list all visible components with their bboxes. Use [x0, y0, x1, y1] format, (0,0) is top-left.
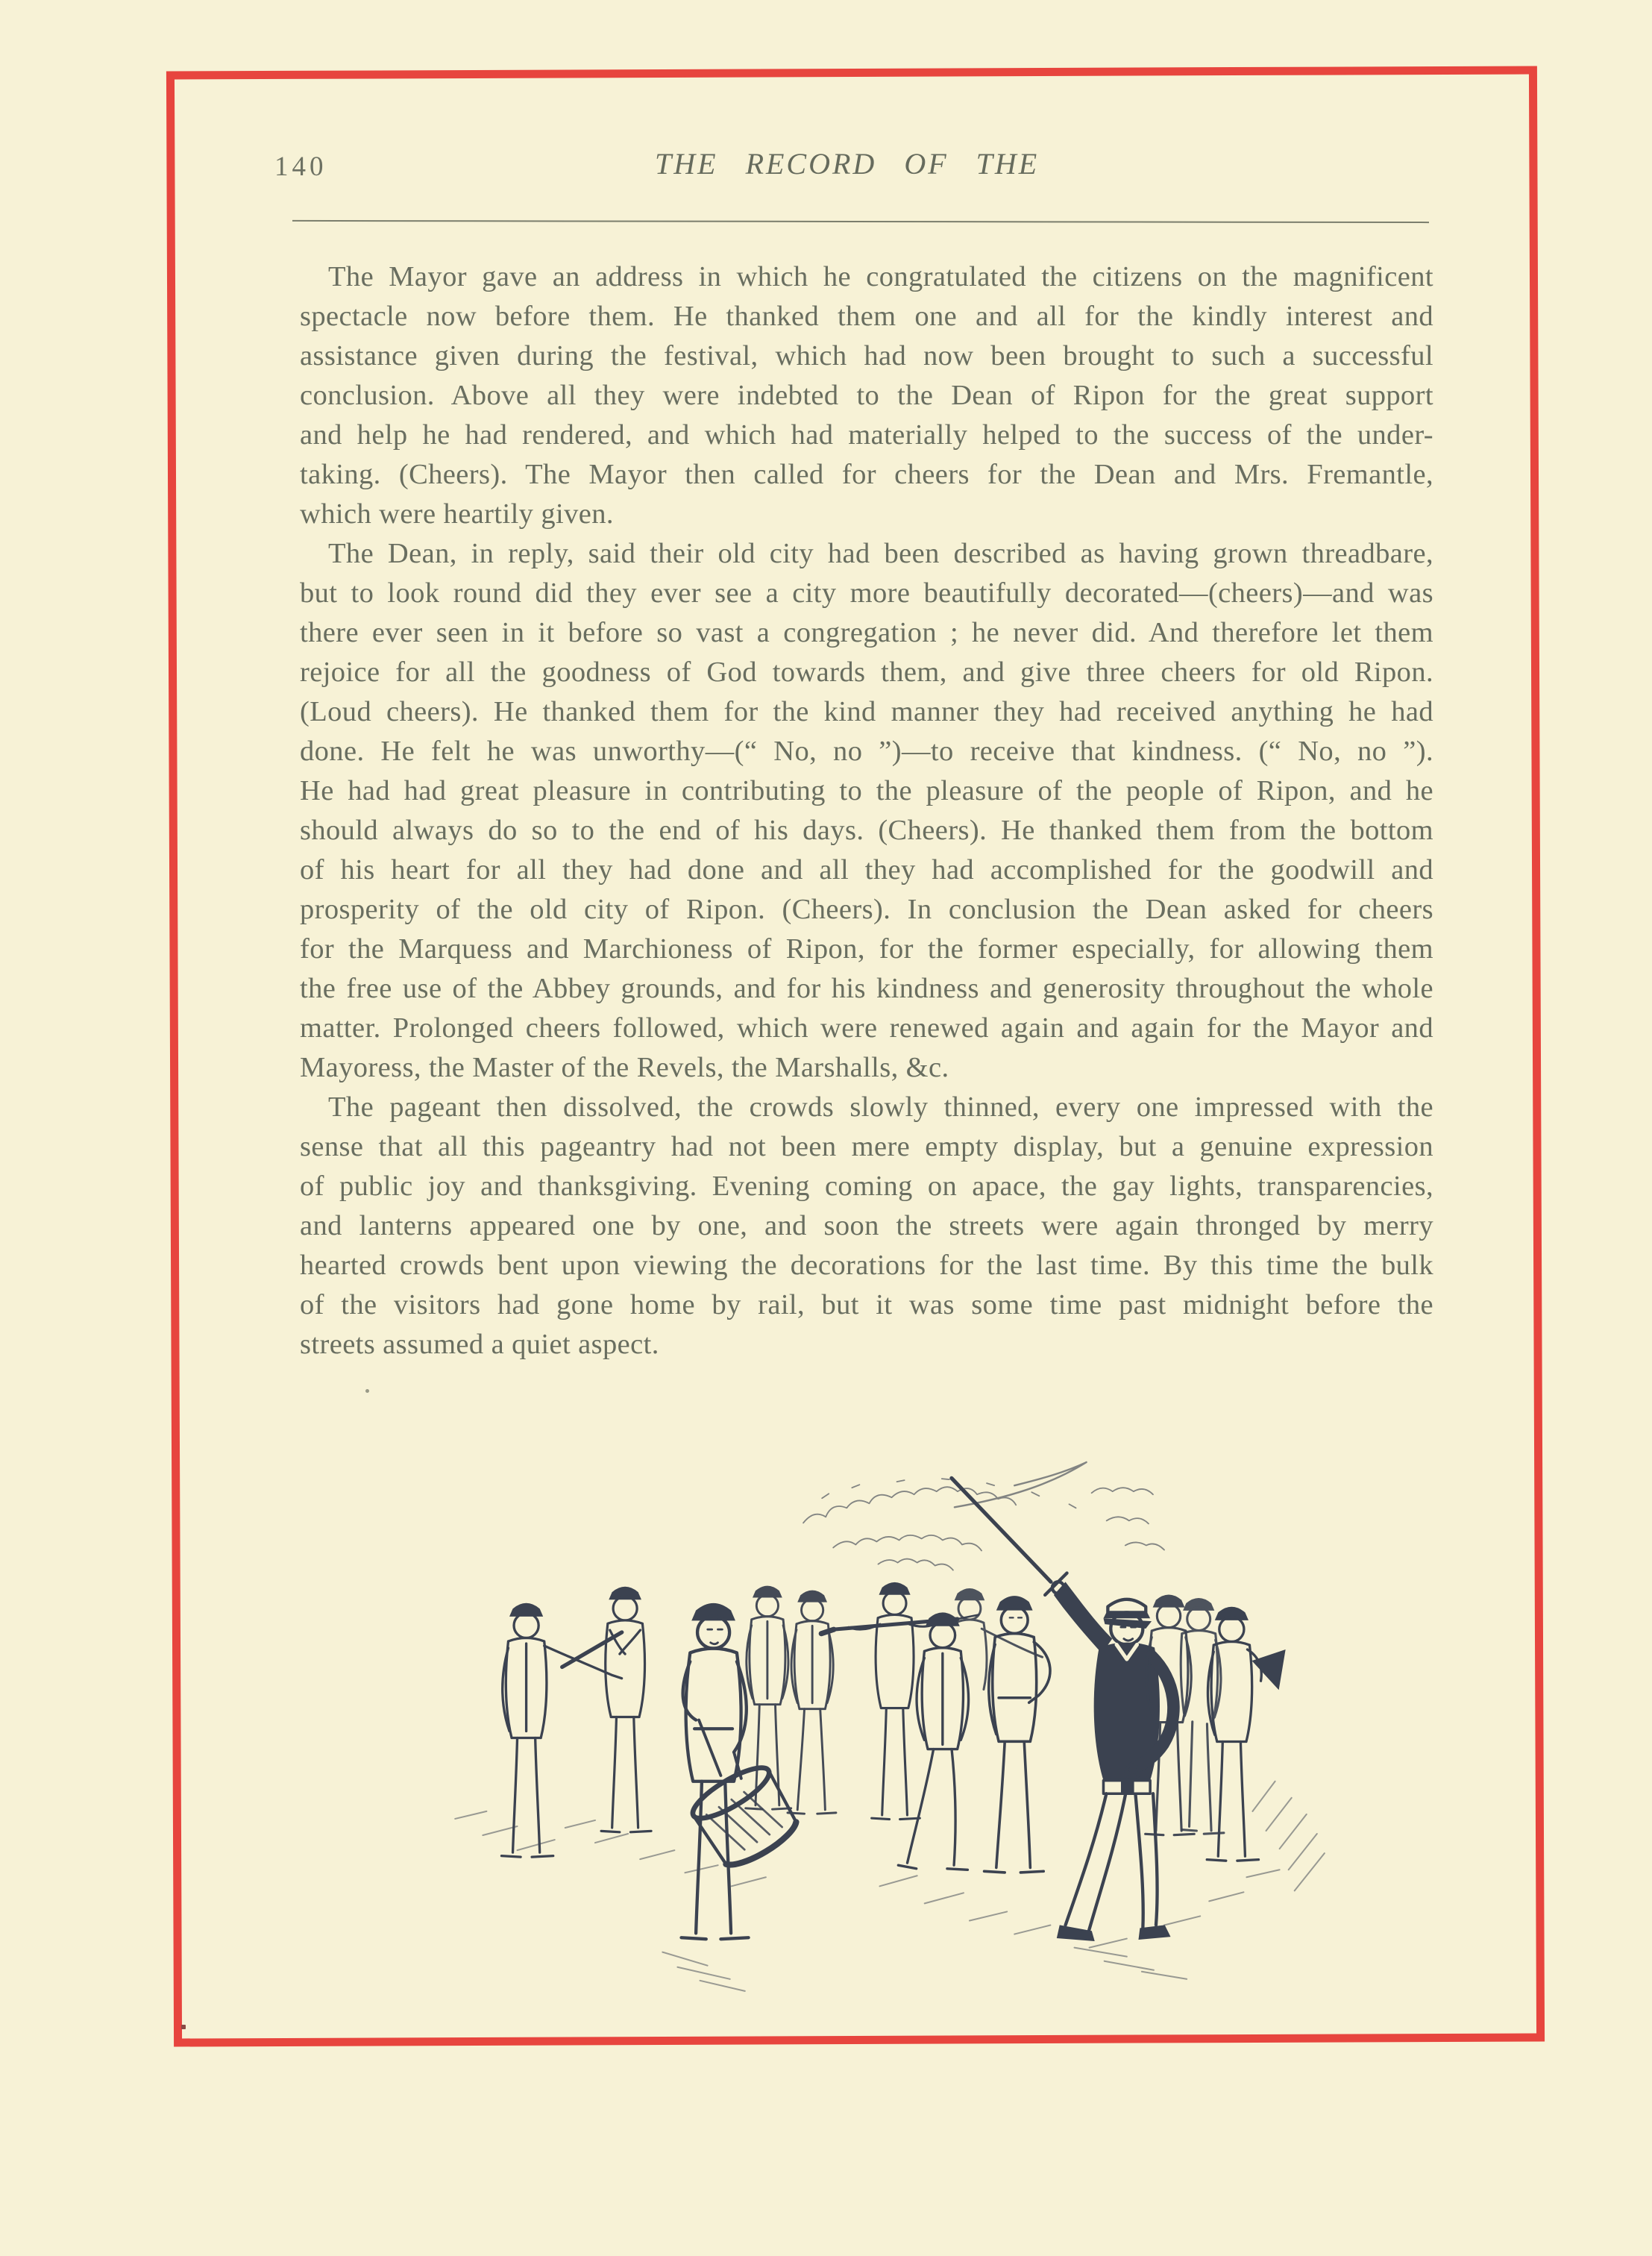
- paragraph: [300, 1088, 1433, 1364]
- text-line: of public joy and thanksgiving. Evening coming on apace, the gay lights, transparencies,: [300, 1171, 1433, 1202]
- text-line: sense that all this pageantry had not been mere empty display, but a genuine expression: [300, 1131, 1433, 1162]
- text-line: assistance given during the festival, which had now been brought to such a successful: [300, 340, 1433, 372]
- text-line: and lanterns appeared one by one, and soon the streets were again thronged by merry: [300, 1210, 1433, 1241]
- ink-speck: [365, 1389, 369, 1393]
- text-line: hearted crowds bent upon viewing the decorations for the last time. By this time the bulk: [300, 1250, 1433, 1281]
- soldier-figure: [984, 1596, 1050, 1873]
- text-line: which were heartily given.: [300, 498, 614, 530]
- belt-buckle: [1121, 1781, 1134, 1794]
- text-line: The Dean, in reply, said their old city had been described as having grown threadbare,: [328, 538, 1433, 569]
- text-block: [300, 257, 1433, 1364]
- illustration-soldiers-sketch: [414, 1451, 1350, 2022]
- soldier-figure: [1181, 1598, 1224, 1834]
- text-line: and help he had rendered, and which had materially helped to the success of the under-: [300, 419, 1433, 451]
- text-line: done. He felt he was unworthy—(“ No, no ”)—to receive that kindness. (“ No, no ”).: [300, 736, 1433, 767]
- text-line: The pageant then dissolved, the crowds slowly thinned, every one impressed with the: [328, 1091, 1433, 1123]
- text-line: rejoice for all the goodness of God towards them, and give three cheers for old Ripon.: [300, 657, 1433, 688]
- snare-drum: [687, 1759, 804, 1874]
- text-line: there ever seen in it before so vast a congregation ; he never did. And therefore let them: [300, 617, 1433, 648]
- soldier-figure: [1207, 1607, 1285, 1861]
- text-line: (Loud cheers). He thanked them for the kind manner they had received anything he had: [300, 696, 1433, 727]
- text-line: matter. Prolonged cheers followed, which were renewed again and again for the Mayor and: [300, 1012, 1433, 1044]
- tree-foliage-sketch: [803, 1462, 1164, 1570]
- text-line: He had had great pleasure in contributing to the pleasure of the people of Ripon, and he: [300, 775, 1433, 806]
- arm-akimbo: [1029, 1642, 1050, 1702]
- text-line: conclusion. Above all they were indebted to the Dean of Ripon for the great support: [300, 380, 1433, 411]
- page-number: 140: [274, 151, 327, 182]
- frame-speck: [181, 2025, 186, 2029]
- text-line: of the visitors had gone home by rail, but it was some time past midnight before the: [300, 1289, 1433, 1320]
- ground-hatching: [455, 1782, 1325, 1991]
- fife-player-figure: [562, 1587, 651, 1832]
- paragraph: [300, 257, 1433, 534]
- held-object: [1251, 1649, 1285, 1690]
- soldier-figure: [788, 1591, 836, 1814]
- text-line: Mayoress, the Master of the Revels, the Marshalls, &c.: [300, 1052, 949, 1083]
- text-line: but to look round did they ever see a city more beautifully decorated—(cheers)—and was: [300, 577, 1433, 609]
- paragraph: [300, 534, 1433, 1088]
- text-line: taking. (Cheers). The Mayor then called for cheers for the Dean and Mrs. Fremantle,: [300, 459, 1433, 490]
- text-line: for the Marquess and Marchioness of Ripon, for the former especially, for allowing them: [300, 933, 1433, 965]
- fife: [562, 1632, 622, 1667]
- text-line: spectacle now before them. He thanked them one and all for the kindly interest and: [300, 301, 1433, 332]
- soldier-figure: [898, 1612, 968, 1870]
- running-title: THE RECORD OF THE: [655, 147, 1040, 181]
- text-line: streets assumed a quiet aspect.: [300, 1329, 659, 1360]
- text-line: of his heart for all they had done and all they had accomplished for the goodwill and: [300, 854, 1433, 886]
- text-line: the free use of the Abbey grounds, and for his kindness and generosity throughout the whole: [300, 973, 1433, 1004]
- text-line: prosperity of the old city of Ripon. (Cheers). In conclusion the Dean asked for cheers: [300, 894, 1433, 925]
- text-line: should always do so to the end of his days. (Cheers). He thanked them from the bottom: [300, 815, 1433, 846]
- text-line: The Mayor gave an address in which he congratulated the citizens on the magnificent: [328, 261, 1433, 292]
